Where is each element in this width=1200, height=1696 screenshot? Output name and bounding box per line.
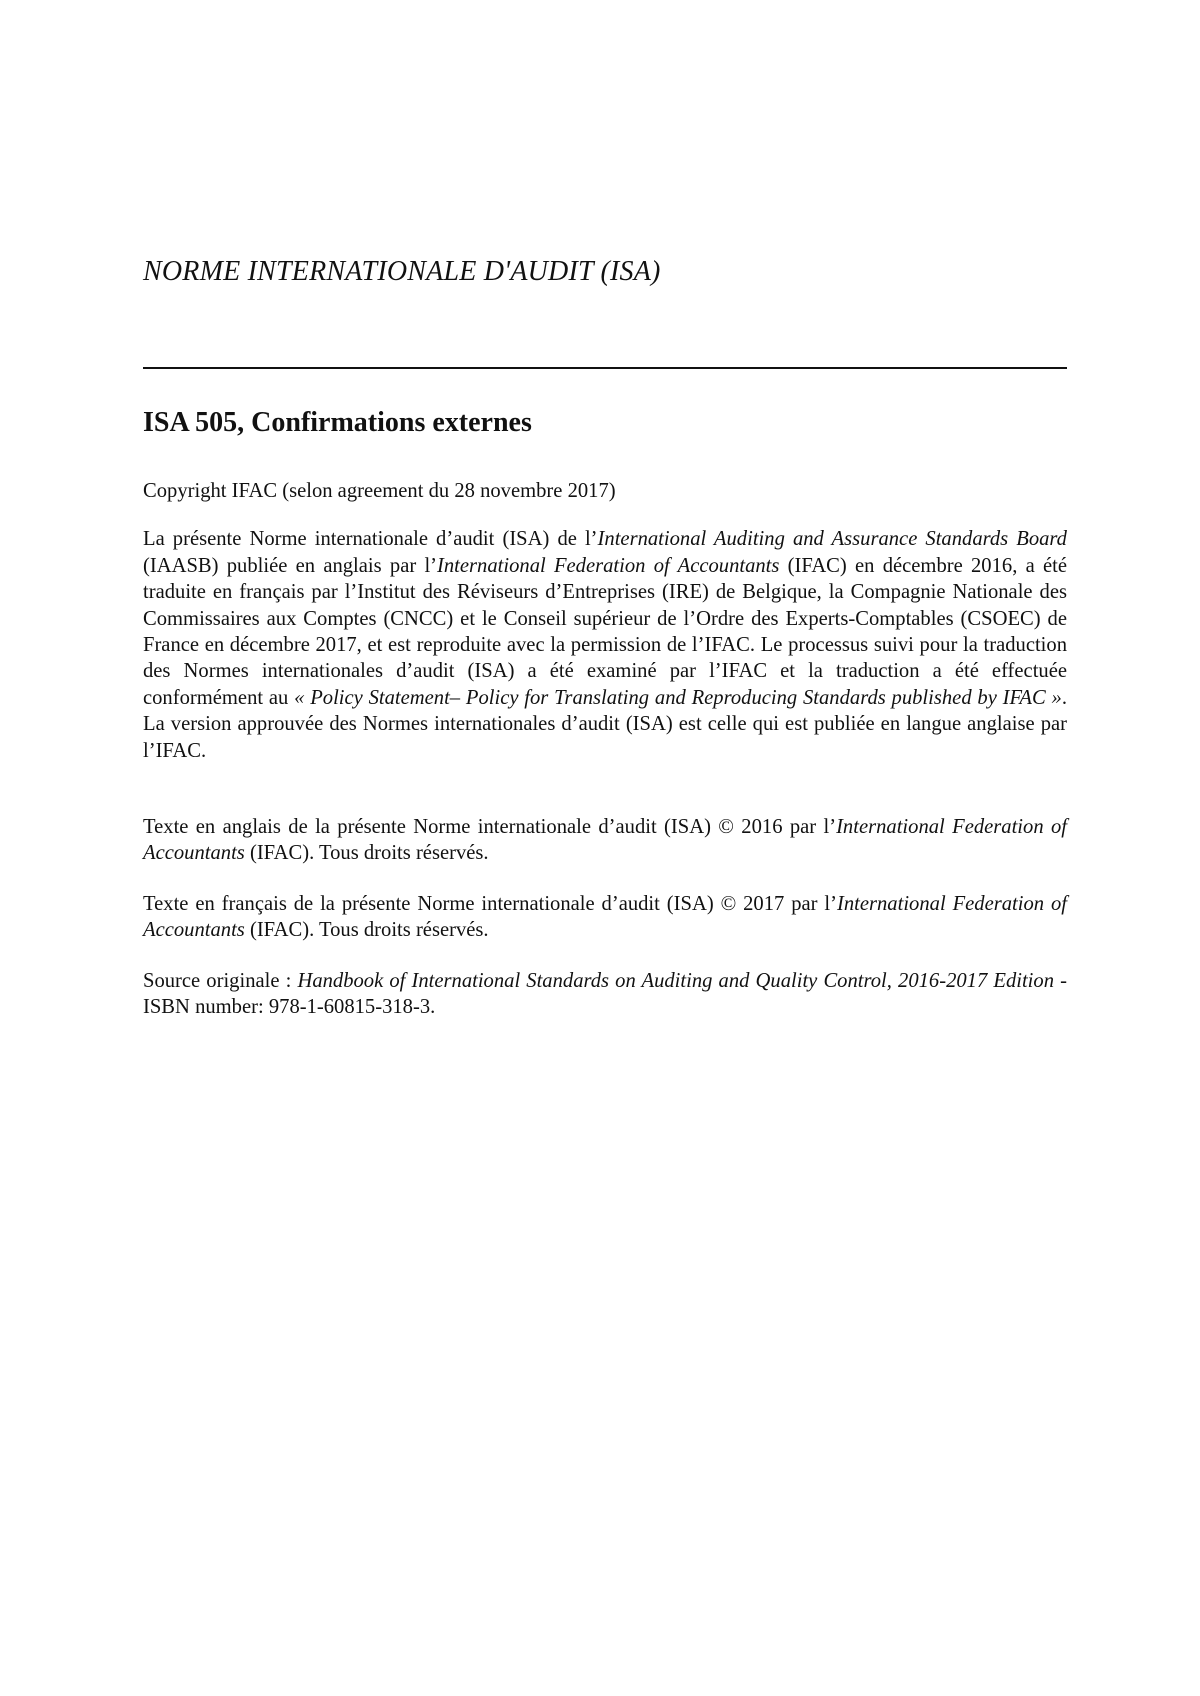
french-italic-1: International Federation of Accountants <box>143 892 1067 942</box>
intro-text-4: . La version approuvée des Normes internationales d’audit (ISA) est celle qui est publiée en langue anglaise par l’IFAC. <box>143 686 1067 762</box>
english-text-2: (IFAC). Tous droits réservés. <box>244 842 489 865</box>
english-text-paragraph <box>143 814 1067 867</box>
intro-text-1: La présente Norme internationale d’audit (ISA) de l’ <box>143 528 598 551</box>
french-text-1: Texte en français de la présente Norme internationale d’audit (ISA) © 2017 par l’ <box>143 892 837 915</box>
english-text-1: Texte en anglais de la présente Norme internationale d’audit (ISA) © 2016 par l’ <box>143 816 837 839</box>
document-page <box>143 0 1067 1696</box>
document-body <box>143 478 1067 1021</box>
intro-italic-3: « Policy Statement– Policy for Translating and Reproducing Standards published by IFAC » <box>294 686 1062 709</box>
source-italic-1: Handbook of International Standards on Auditing and Quality Control, 2016-2017 Edition <box>297 969 1055 992</box>
source-paragraph <box>143 968 1067 1021</box>
document-title: ISA 505, Confirmations externes <box>143 407 532 438</box>
intro-text-3: (IFAC) en décembre 2016, a été traduite en français par l’Institut des Réviseurs d’Entreprises (IRE) de Belgique, la Compagnie Nationale des Commissaires aux Comptes (CNCC) et le Conseil supérieur de l’Ordre des Experts-Comptables (CSOEC) de France en décembre 2017, et est reproduite avec la permission de l’IFAC. Le processus suivi pour la traduction des Normes internationales d’audit (ISA) a été examiné par l’IFAC et la traduction a été effectuée conformément au <box>143 554 1067 709</box>
copyright-line: Copyright IFAC (selon agreement du 28 novembre 2017) <box>143 480 616 502</box>
horizontal-rule <box>143 367 1067 369</box>
intro-italic-2: International Federation of Accountants <box>437 554 780 577</box>
intro-text-2: (IAASB) publiée en anglais par l’ <box>143 554 438 577</box>
source-text-1: Source originale : <box>143 969 298 992</box>
intro-italic-1: International Auditing and Assurance Standards Board <box>597 528 1067 551</box>
intro-paragraph <box>143 526 1067 764</box>
french-text-2: (IFAC). Tous droits réservés. <box>244 919 489 942</box>
french-text-paragraph <box>143 891 1067 944</box>
english-italic-1: International Federation of Accountants <box>143 816 1067 865</box>
source-text-2: - ISBN number: 978-1-60815-318-3. <box>143 969 1067 1019</box>
header-title: NORME INTERNATIONALE D'AUDIT (ISA) <box>143 256 661 287</box>
